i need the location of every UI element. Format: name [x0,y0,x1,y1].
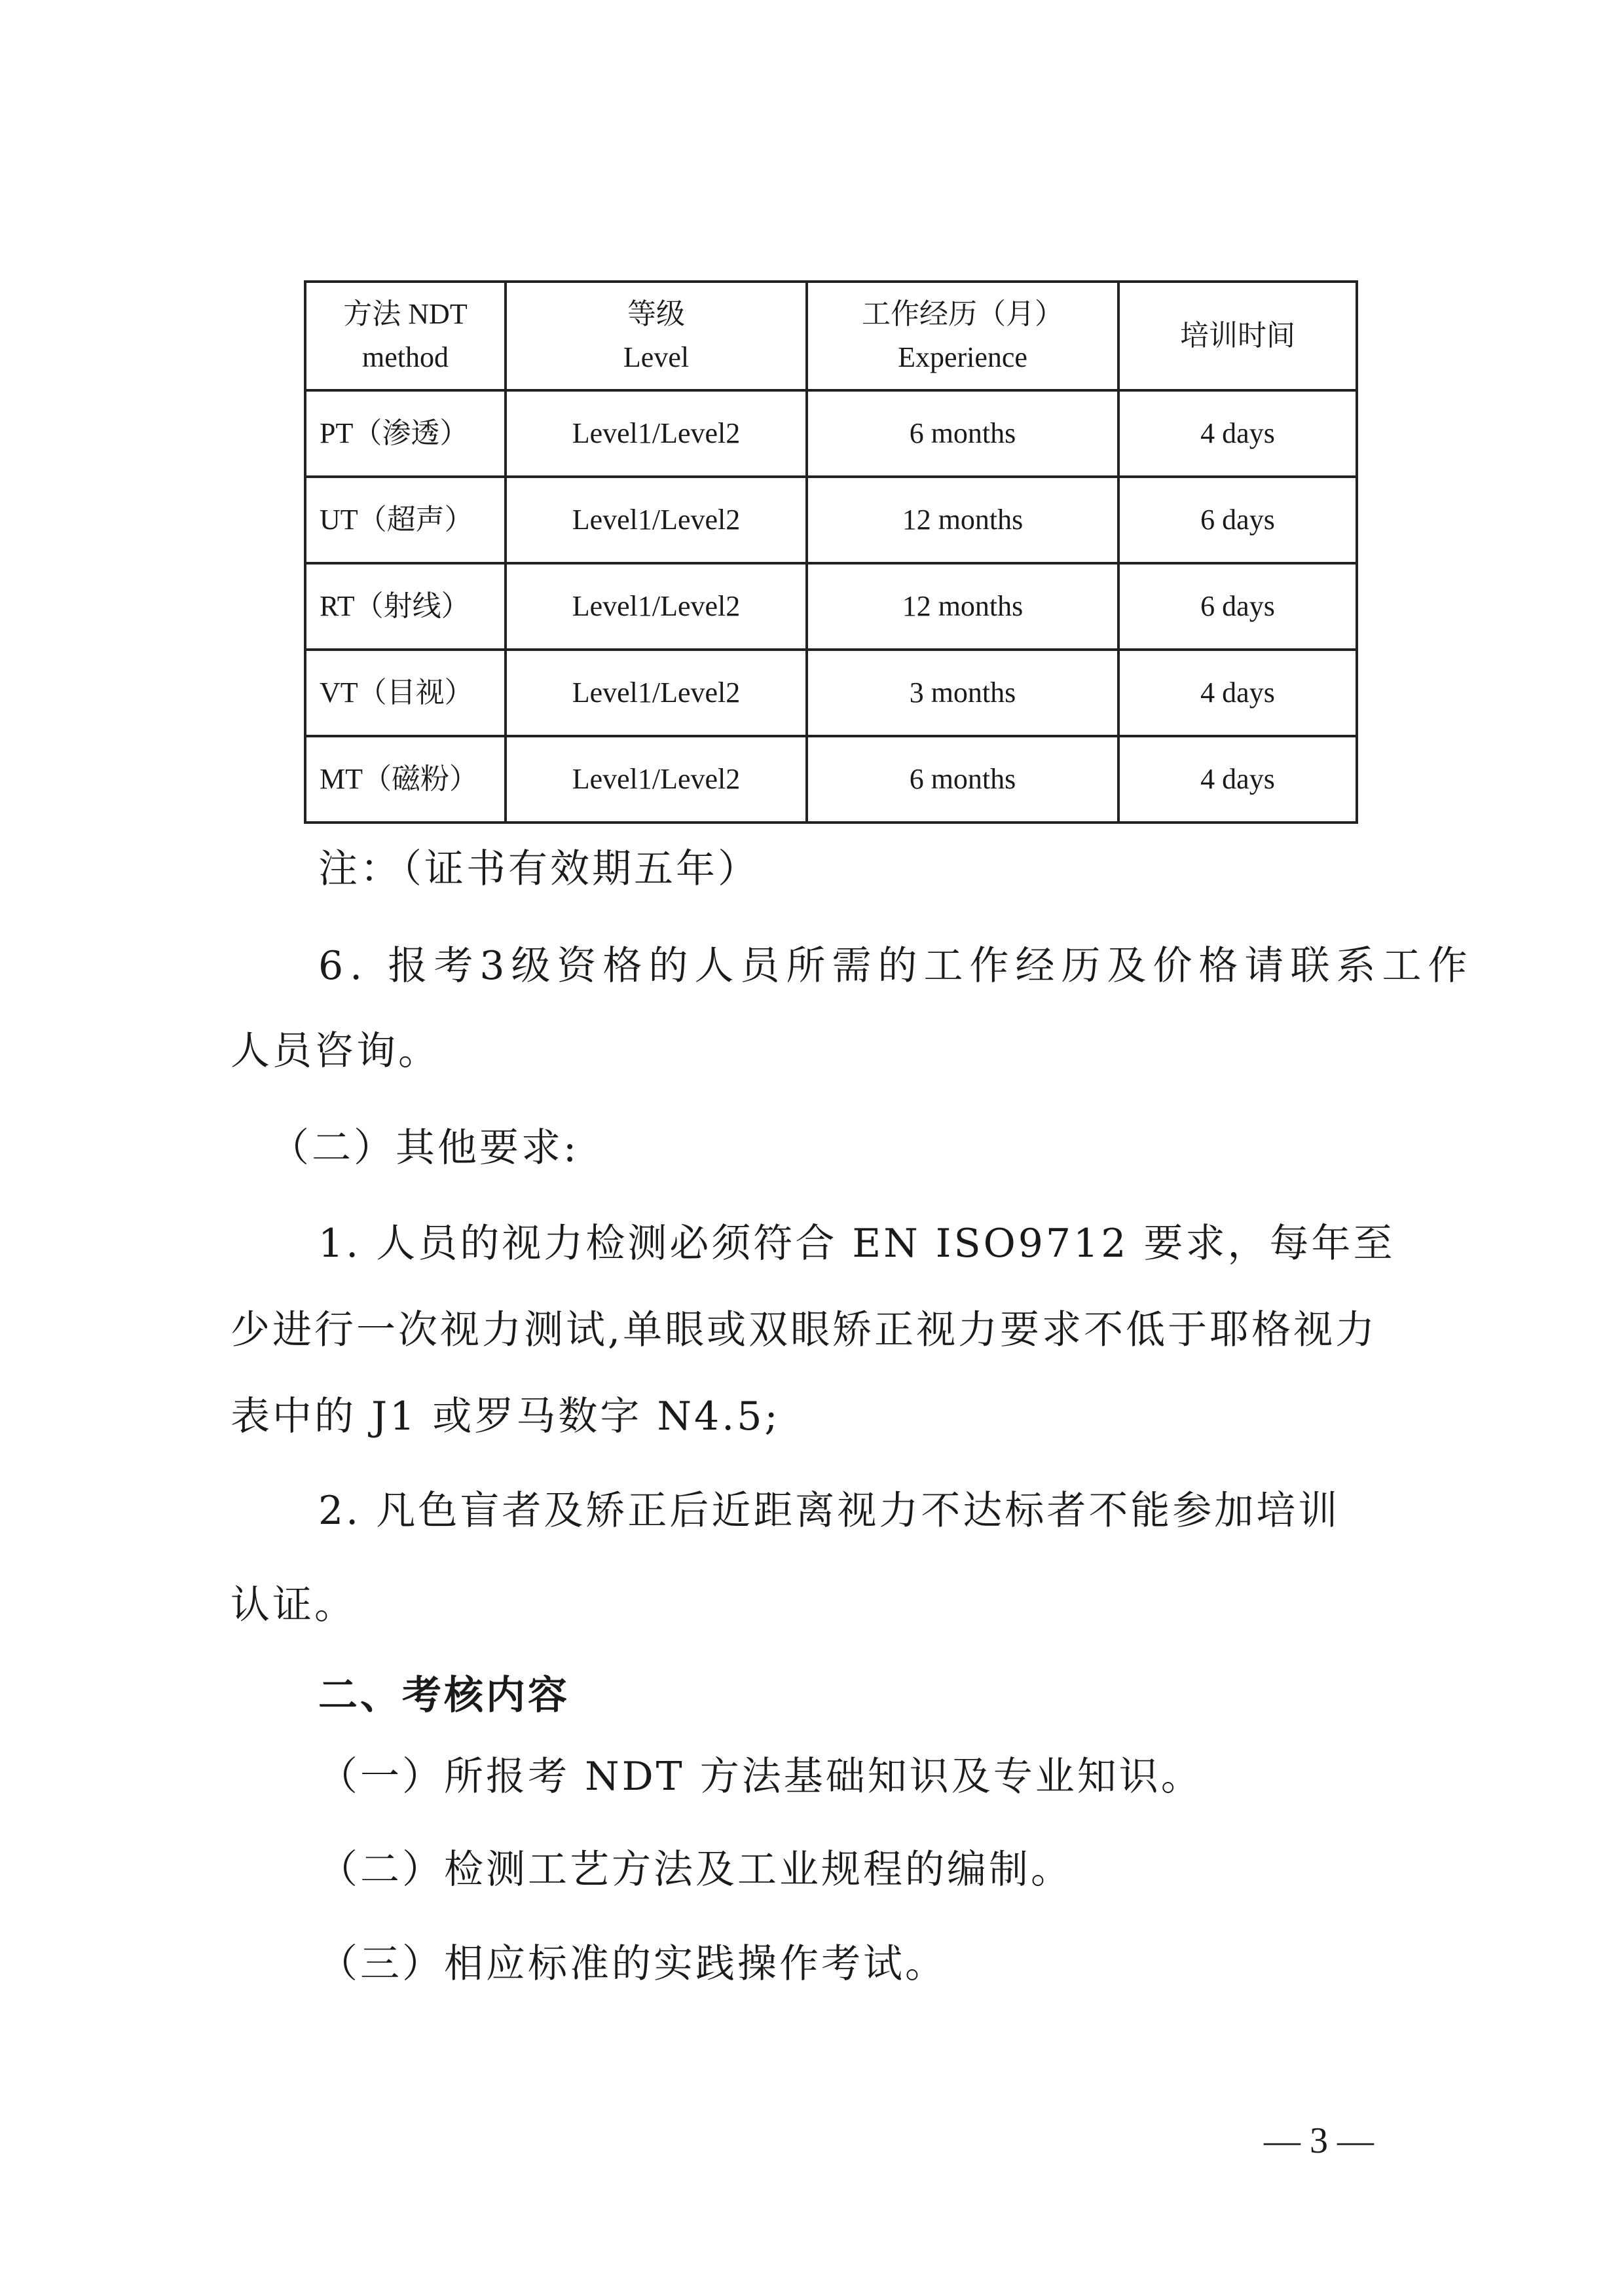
cell-experience: 6 months [807,736,1118,823]
cell-method: VT（目视） [305,650,506,736]
cell-experience: 12 months [807,477,1118,563]
cell-level: Level1/Level2 [506,563,807,650]
cell-level: Level1/Level2 [506,736,807,823]
page-number: — 3 — [1264,2120,1374,2161]
req1-line2: 少进行一次视力测试,单眼或双眼矫正视力要求不低于耶格视力 [231,1307,1378,1353]
req1-line1: 1. 人员的视力检测必须符合 EN ISO9712 要求，每年至 [318,1221,1395,1267]
header-method: 方法 NDT method [305,282,506,390]
cell-training: 6 days [1118,563,1357,650]
section2-item-1: （一）所报考 NDT 方法基础知识及专业知识。 [318,1754,1203,1800]
table-header-row [305,282,1357,390]
req1-line3: 表中的 J1 或罗马数字 N4.5; [231,1394,781,1439]
para6-line2: 人员咨询。 [231,1028,440,1074]
cell-method: MT（磁粉） [305,736,506,823]
req2-line2: 认证。 [231,1582,356,1628]
table-row [305,650,1357,736]
header-level: 等级 Level [506,282,807,390]
table-row [305,390,1357,477]
cell-method: RT（射线） [305,563,506,650]
section2-item-2: （二）检测工艺方法及工业规程的编制。 [318,1847,1073,1893]
cell-training: 4 days [1118,736,1357,823]
cell-level: Level1/Level2 [506,390,807,477]
cell-training: 4 days [1118,650,1357,736]
section2-heading: 二、考核内容 [318,1673,570,1718]
req2-line1: 2. 凡色盲者及矫正后近距离视力不达标者不能参加培训 [318,1488,1340,1534]
table-row [305,736,1357,823]
cell-level: Level1/Level2 [506,650,807,736]
cell-experience: 12 months [807,563,1118,650]
cell-training: 4 days [1118,390,1357,477]
header-training: 培训时间 [1118,282,1357,390]
other-requirements-heading: （二）其他要求: [270,1125,580,1171]
cell-method: UT（超声） [305,477,506,563]
cell-level: Level1/Level2 [506,477,807,563]
table-row [305,563,1357,650]
cell-experience: 6 months [807,390,1118,477]
header-experience: 工作经历（月） Experience [807,282,1118,390]
cell-training: 6 days [1118,477,1357,563]
cell-experience: 3 months [807,650,1118,736]
cell-method: PT（渗透） [305,390,506,477]
certificate-note: 注：（证书有效期五年） [318,846,760,892]
section2-item-3: （三）相应标准的实践操作考试。 [318,1941,947,1987]
ndt-requirements-table [304,280,1358,824]
table-row [305,477,1357,563]
para6-line1: 6. 报考3级资格的人员所需的工作经历及价格请联系工作 [318,943,1474,989]
